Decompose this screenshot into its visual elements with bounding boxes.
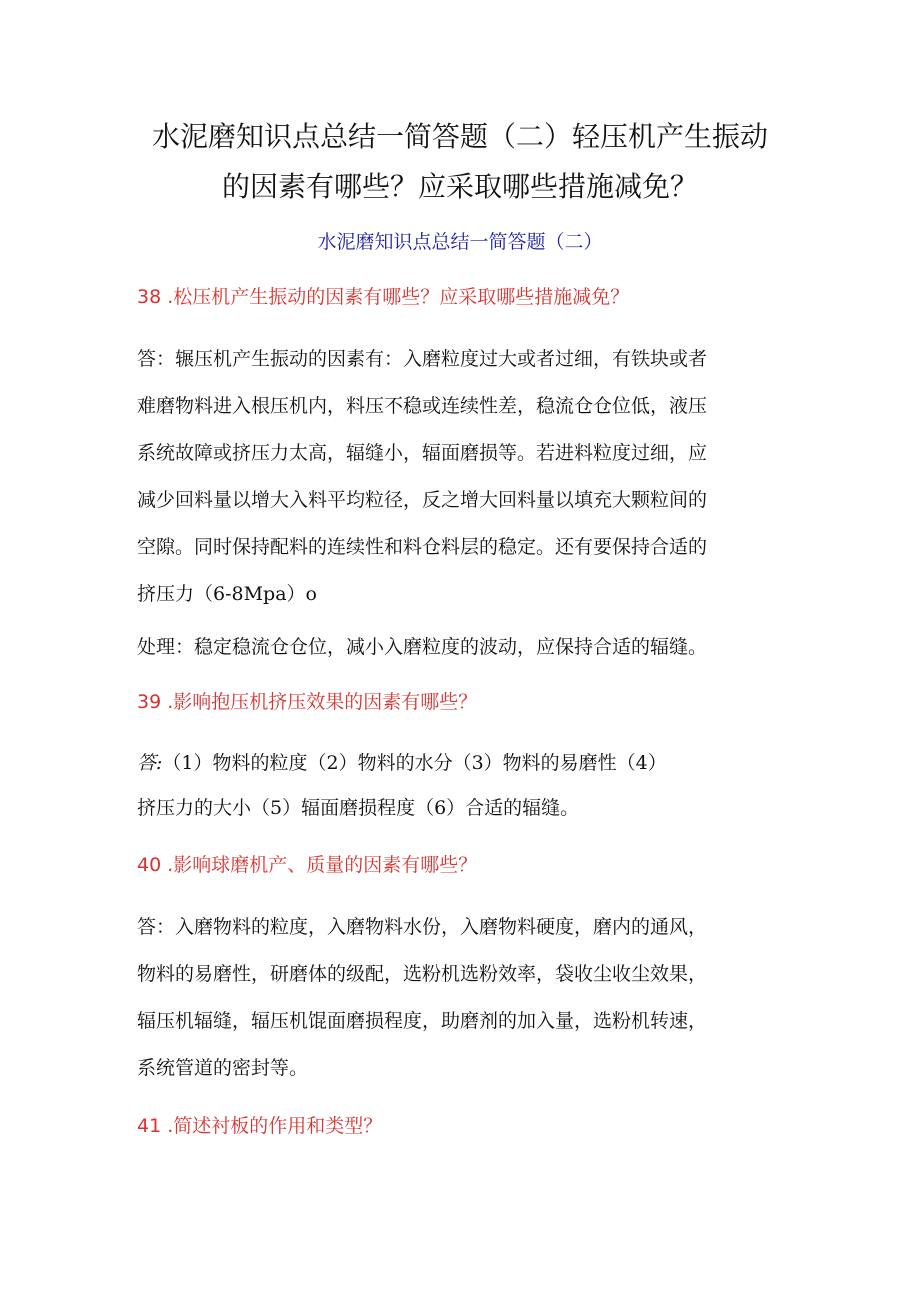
answer-39-line-1-text: （1）物料的粒度（2）物料的水分（3）物料的易磨性（4） (162, 752, 667, 774)
answer-40 (137, 904, 801, 1092)
title-line-1: 水泥磨知识点总结一简答题（二）轻压机产生振动 (151, 120, 768, 153)
answer-38-line-2: 难磨物料进入根压机内，料压不稳或连续性差，稳流仓仓位低，液压 (137, 395, 708, 417)
answer-39-line-1 (137, 741, 801, 786)
document-subtitle: 水泥磨知识点总结一简答题（二） (317, 231, 603, 253)
answer-39-prefix: 答: (137, 752, 163, 774)
document-title (100, 112, 820, 212)
answer-38-line-5: 空隙。同时保持配料的连续性和料仓料层的稳定。还有要保持合适的 (137, 536, 708, 558)
question-38: 38 .松压机产生振动的因素有哪些？应采取哪些措施减免？ (137, 286, 630, 308)
answer-38-line-6: 挤压力（6-8Mpa）o (137, 583, 317, 605)
answer-38-line-3: 系统故障或挤压力太高，辐缝小，辐面磨损等。若进料粒度过细，应 (137, 442, 708, 464)
question-41: 41 .简述衬板的作用和类型？ (137, 1115, 383, 1137)
answer-40-line-1: 答：入磨物料的粒度，入磨物料水份，入磨物料硬度，磨内的通风， (137, 916, 708, 938)
answer-38-line-4: 减少回料量以增大入料平均粒径，反之增大回料量以填充大颗粒间的 (137, 489, 708, 511)
title-line-2: 的因素有哪些？应采取哪些措施减免？ (221, 170, 698, 203)
answer-40-line-3: 辐压机辐缝，辐压机馄面磨损程度，助磨剂的加入量，选粉机转速， (137, 1010, 708, 1032)
question-39: 39 .影响抱压机挤压效果的因素有哪些？ (137, 691, 478, 713)
answer-40-line-4: 系统管道的密封等。 (137, 1057, 309, 1079)
answer-40-line-2: 物料的易磨性，研磨体的级配，选粉机选粉效率，袋收尘收尘效果， (137, 963, 708, 985)
question-40: 40 .影响球磨机产、质量的因素有哪些？ (137, 854, 478, 876)
treatment-38-line: 处理：稳定稳流仓仓位，减小入磨粒度的波动，应保持合适的辐缝。 (137, 636, 708, 658)
answer-38 (137, 336, 801, 618)
answer-39 (137, 741, 801, 831)
treatment-38 (137, 624, 801, 671)
answer-39-line-2: 挤压力的大小（5）辐面磨损程度（6）合适的辐缝。 (137, 797, 580, 819)
answer-38-line-1: 答：辗压机产生振动的因素有：入磨粒度过大或者过细，有铁块或者 (137, 348, 708, 370)
